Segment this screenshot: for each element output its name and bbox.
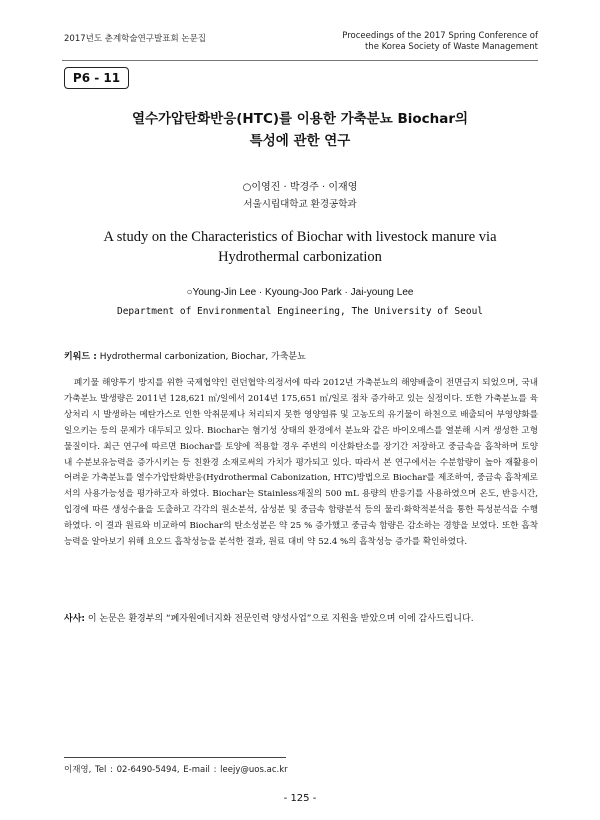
acknowledgment	[64, 611, 538, 624]
keywords-label: 키워드 :	[64, 352, 97, 362]
title-english-line2: Hydrothermal carbonization	[218, 249, 382, 265]
keywords	[64, 349, 306, 362]
affiliation-korean: 서울시립대학교 환경공학과	[243, 199, 357, 210]
affiliation-english: Department of Environmental Engineering, The University of Seoul	[116, 306, 484, 317]
title-english-line1: A study on the Characteristics of Biochar with livestock manure via	[103, 229, 497, 245]
authors-english: ○Young-Jin Lee · Kyoung-Joo Park · Jai-young Lee	[186, 287, 414, 298]
running-header-right	[342, 31, 538, 53]
page-number: - 125 -	[283, 793, 317, 804]
running-header-left: 2017년도 춘계학술연구발표회 논문집	[64, 34, 206, 44]
title-korean-line2: 특성에 관한 연구	[249, 133, 351, 149]
abstract-body: 폐기물 해양투기 방지를 위한 국제협약인 런던협약·의정서에 따라 2012년 가축분뇨의 해양배출이 전면금지 되었으며, 국내 가축분뇨 발생량은 2011년 128,621 ㎥/일에서 2014년 175,651 ㎥/일로 점차 증가하고 있는 실정이다. 또한 가축분뇨를 육상처리 시 발생하는 메탄가스로 인한 악취문제나 처리되지 못한 영양염류 및 고농도의 유기물이 하천으로 배출되어 부영양화를 일으키는 등의 문제가 대두되고 있다. Biochar는 혐기성 상태의 환경에서 분뇨와 같은 바이오매스를 열분해 시켜 생성한 고형물질이다. 최근 연구에 따르면 Biochar를 토양에 적용할 경우 주변의 이산화탄소를 장기간 저장하고 중금속을 흡착하며 토양 내 수분보유능력을 증가시키는 등 친환경 소재로써의 가치가 평가되고 있다. 따라서 본 연구에서는 수분함량이 높아 재활용이 어려운 가축분뇨를 열수가압탄화반응(Hydrothermal Cabonization, HTC)방법으로 Biochar를 제조하여, 중금속 흡착제로서의 사용가능성을 평가하고자 하였다. Biochar는 Stainless재질의 500 mL 용량의 반응기를 사용하였으며 온도, 반응시간, 입경에 따른 생성수율을 도출하고 각각의 원소분석, 삼성분 및 중금속 함량분석 등의 물리·화학적분석을 통한 특성분석을 수행하였다. 이 결과 원료와 비교하여 Biochar의 탄소성분은 약 25 % 증가했고 중금속 함량은 감소하는 경향을 보였다. 또한 흡착능력을 알아보기 위해 요오드 흡착성능을 분석한 결과, 원료 대비 약 52.4 %의 흡착성능 증가를 확인하였다.	[64, 378, 538, 548]
title-korean	[62, 108, 538, 152]
running-header-right-line1: Proceedings of the 2017 Spring Conference of	[342, 31, 538, 41]
acknowledgment-text: 이 논문은 환경부의 “폐자원에너지화 전문인력 양성사업”으로 지원을 받았으며 이에 감사드립니다.	[85, 614, 474, 624]
header-rule	[62, 60, 538, 61]
title-english	[62, 227, 538, 267]
authors-korean: ○이영진 · 박경주 · 이재영	[242, 182, 358, 193]
paper-code-badge: P6 - 11	[64, 67, 129, 89]
keywords-text: Hydrothermal carbonization, Biochar, 가축분뇨	[96, 352, 306, 362]
title-korean-line1: 열수가압탄화반응(HTC)를 이용한 가축분뇨 Biochar의	[131, 111, 469, 127]
acknowledgment-label: 사사:	[64, 614, 85, 624]
corresponding-author-footnote: 이재영, Tel : 02-6490-5494, E-mail : leejy@uos.ac.kr	[64, 765, 288, 775]
running-header-right-line2: the Korea Society of Waste Management	[364, 42, 538, 52]
footnote-rule	[64, 757, 286, 758]
